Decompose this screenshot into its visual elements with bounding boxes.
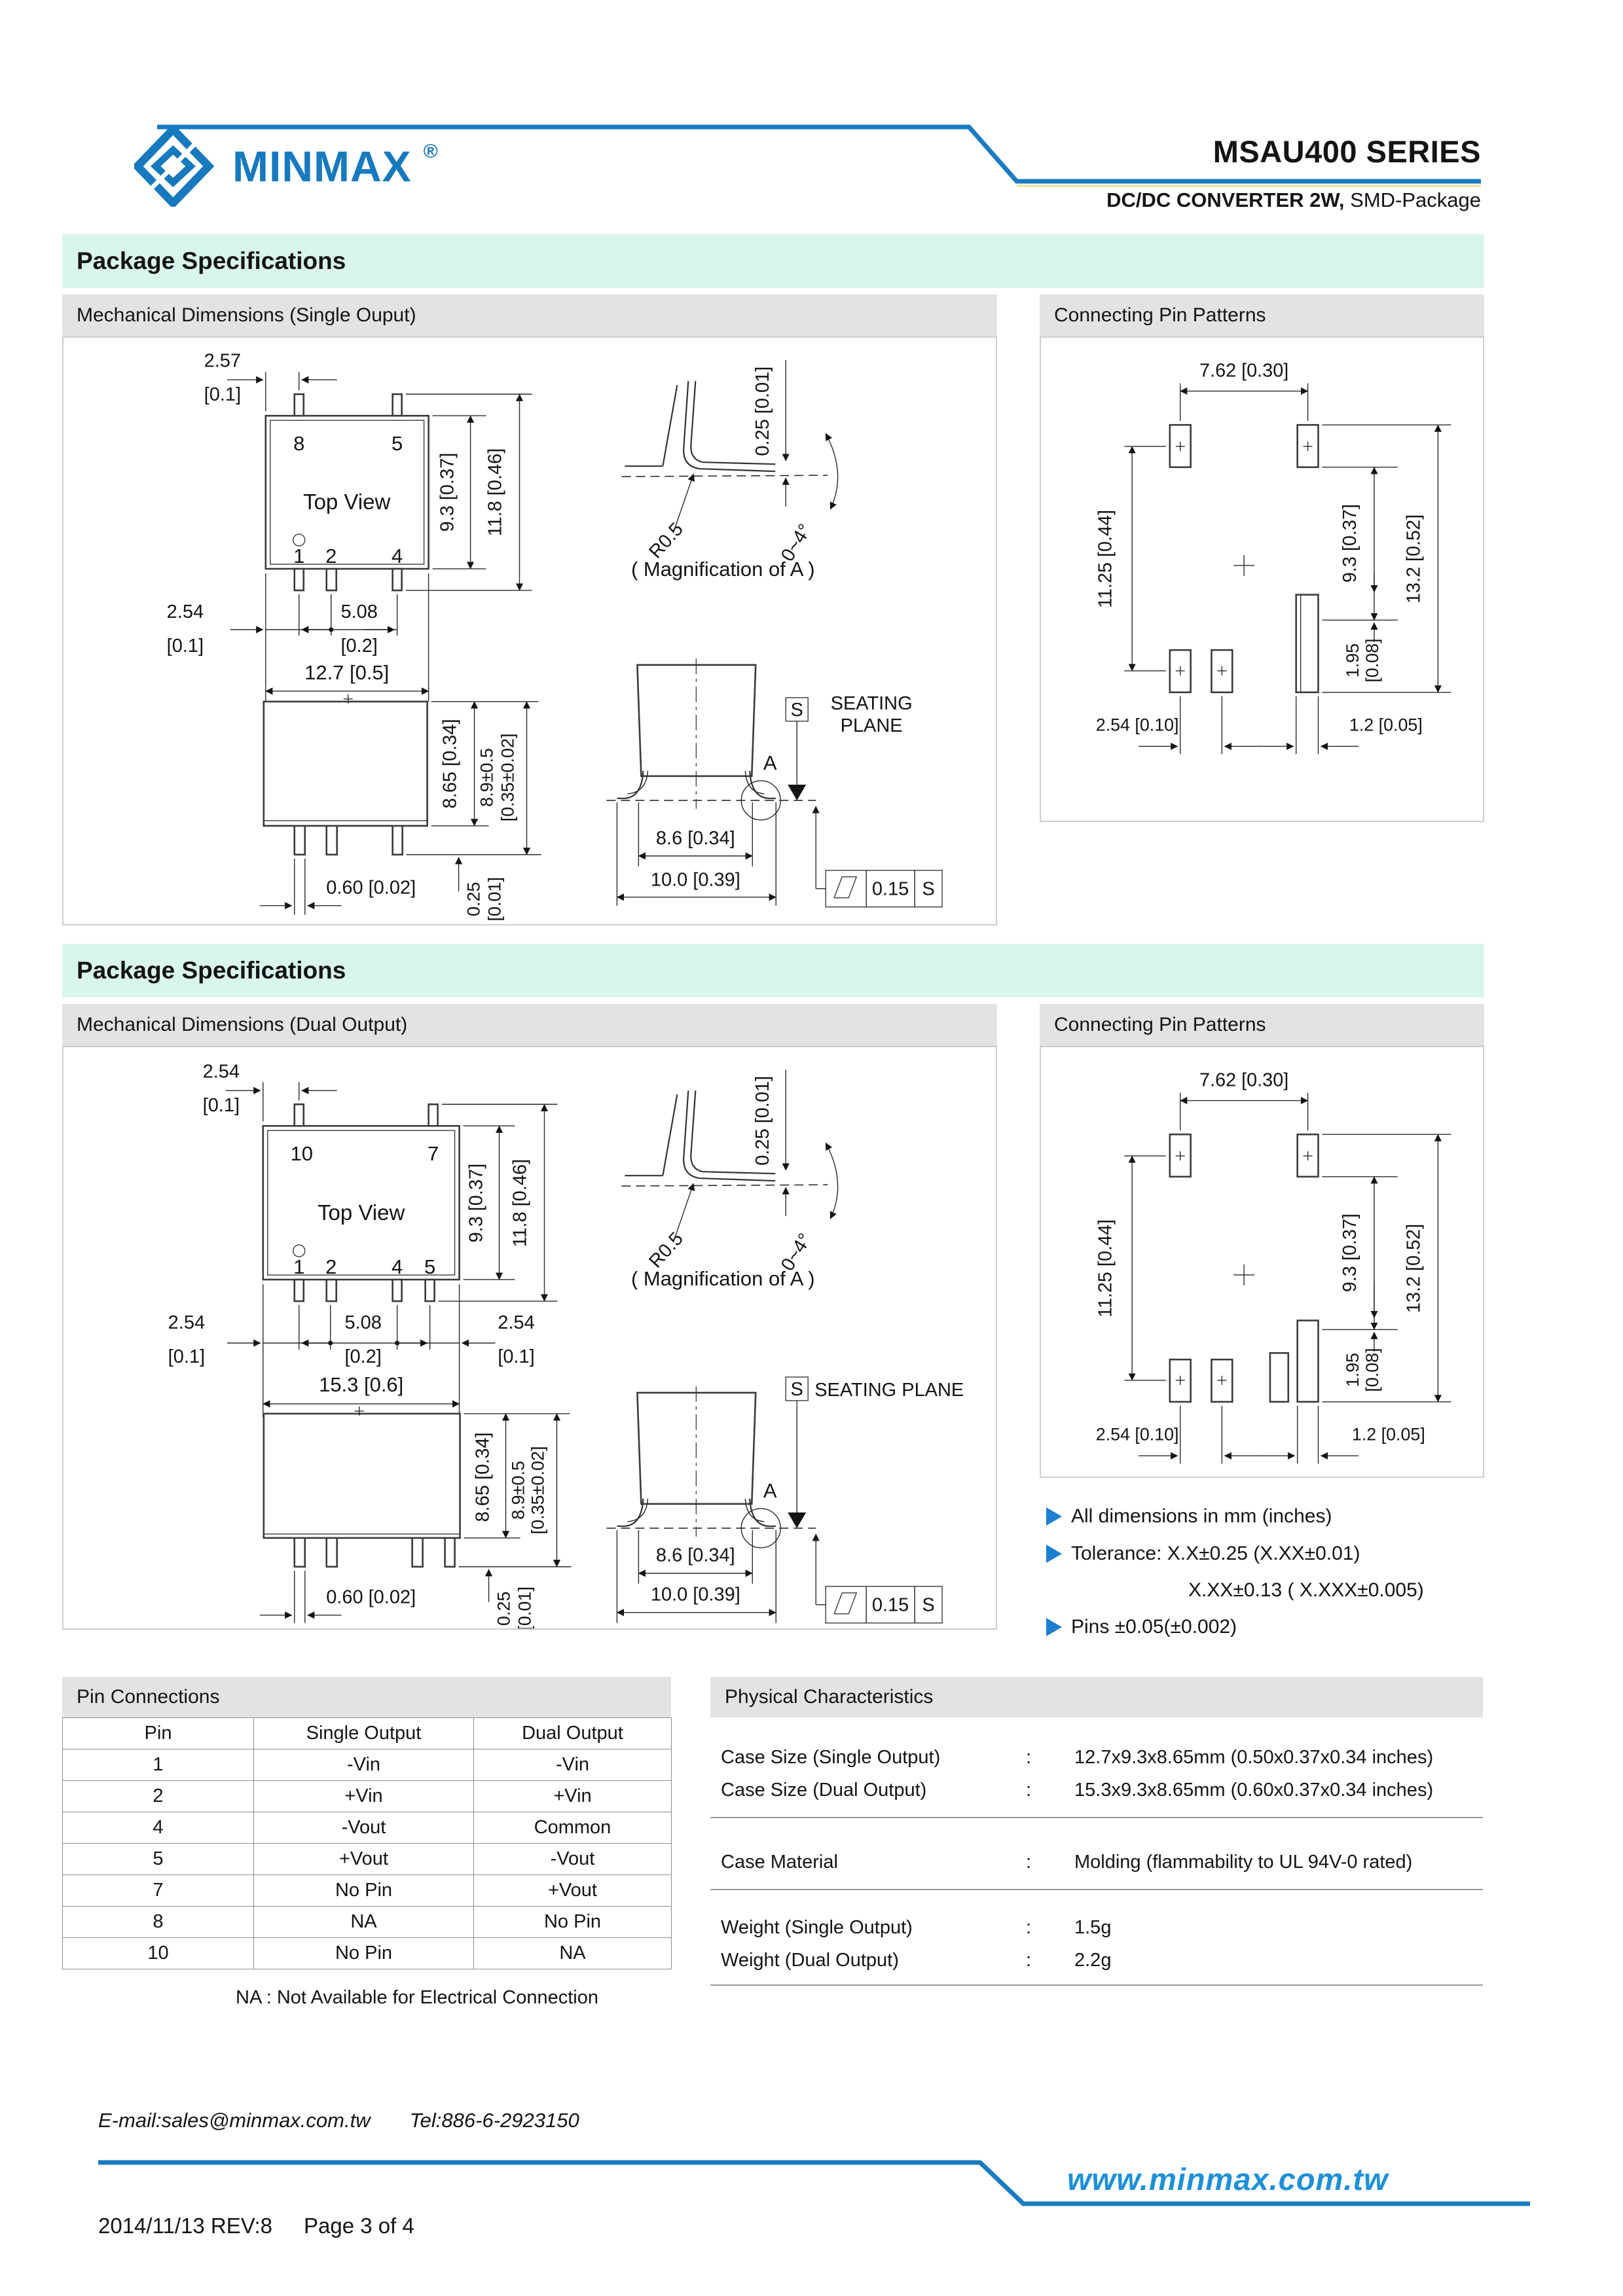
pin-number: 4 [392,1255,403,1279]
phys-label: Case Size (Single Output) [721,1747,941,1768]
dual-output-cell: -Vin [474,1749,672,1781]
note-item [1046,1616,1237,1638]
section1-right-subtitle: Connecting Pin Patterns [1040,295,1484,336]
section2-right-subtitle: Connecting Pin Patterns [1040,1004,1484,1046]
section2-left-subtitle: Mechanical Dimensions (Dual Output) [62,1004,997,1046]
registered-mark: ® [423,141,438,162]
dim-label: 0.25 [0.01] [752,1075,774,1166]
dim-label: 0.60 [0.02] [326,1587,416,1608]
dim-label: [0.01] [484,876,505,922]
section1-title: Package Specifications [62,234,1484,288]
dim-label: 7.62 [0.30] [1199,1069,1289,1091]
dim-label: 8.9±0.5 [508,1460,528,1520]
seating-plane-label: SEATING PLANE [814,1379,964,1401]
pin-cell: 1 [63,1749,254,1781]
dim-label: 2.54 [498,1312,535,1334]
dim-label: [0.08] [1362,1348,1382,1392]
column-header: Single Output [254,1718,474,1749]
brand-name: MINMAX [232,142,412,190]
single-mechanical-drawing [64,338,996,924]
table-row [63,1781,672,1812]
detail-zone-label: A [763,751,777,774]
section1-left-subtitle: Mechanical Dimensions (Single Ouput) [62,295,997,336]
table-row [63,1875,672,1907]
dim-label: [0.01] [515,1586,535,1628]
dim-label: 13.2 [0.52] [1403,1223,1425,1314]
dim-label: 2.54 [202,1061,240,1083]
dim-label: 10.0 [0.39] [650,1584,740,1605]
dual-mechanical-drawing [64,1047,996,1628]
pin-cell: 5 [63,1844,254,1875]
physical-characteristics-title: Physical Characteristics [710,1677,1483,1717]
dual-output-cell: +Vin [474,1781,672,1812]
note-item [1046,1579,1424,1602]
pin-cell: 10 [63,1938,254,1969]
dim-label: 8.65 [0.34] [472,1432,494,1522]
phys-colon: : [1026,1747,1032,1768]
phys-label: Weight (Single Output) [721,1917,913,1938]
dim-label: [0.08] [1362,638,1382,683]
footer-website-link[interactable]: www.minmax.com.tw [1067,2162,1389,2197]
phys-label: Weight (Dual Output) [721,1950,899,1971]
note-text: X.XX±0.13 ( X.XXX±0.005) [1188,1579,1424,1601]
flatness-value: 0.15 [871,878,909,900]
phys-colon: : [1026,1852,1032,1873]
dual-mechanical-panel [62,1046,997,1630]
phys-colon: : [1026,1917,1032,1938]
dim-label: [0.2] [344,1346,382,1367]
series-title: MSAU400 SERIES [1213,134,1481,169]
table-row [63,1749,672,1781]
pin-connections-table [62,1717,672,1969]
dim-label: 8.6 [0.34] [655,827,735,849]
view-title: Top View [318,1200,405,1225]
table-row [63,1812,672,1844]
dual-output-cell: NA [474,1938,672,1969]
pin-number: 10 [290,1142,313,1166]
phys-row [710,1774,1483,1806]
phys-label: Case Size (Dual Output) [721,1780,927,1801]
dual-pin-pattern-panel [1040,1046,1484,1478]
pin-connections-title: Pin Connections [62,1677,671,1717]
dual-seating-view [606,1377,964,1623]
dim-label: 0.60 [0.02] [326,877,416,899]
single-output-cell: -Vout [254,1812,474,1844]
pin-number: 1 [293,1255,305,1279]
dual-pin-pattern-drawing [1041,1047,1483,1477]
dual-top-view [168,1061,558,1417]
dim-label: 8.65 [0.34] [439,719,461,809]
dim-label: [0.1] [202,1095,240,1117]
divider [710,1984,1483,1986]
column-header: Pin [63,1718,254,1749]
brand-logo [134,126,437,207]
pin-number: 1 [293,545,305,568]
dim-label: 2.54 [0.10] [1095,715,1179,735]
single-pin-pattern-drawing [1041,338,1483,821]
single-mechanical-panel [62,336,997,925]
dim-label: 1.2 [0.05] [1349,715,1423,735]
subtitle-rest: SMD-Package [1344,188,1481,211]
note-bullet-icon [1046,1507,1062,1526]
datum-label: S [790,699,803,721]
dim-label: 1.95 [1343,1352,1363,1388]
note-bullet-icon [1046,1618,1062,1636]
dim-label: [0.35±0.02] [498,733,518,822]
brand-logo-icon [134,126,222,207]
pin-number: 4 [392,545,403,568]
divider [710,1889,1483,1890]
table-row [63,1844,672,1875]
dim-label: 9.3 [0.37] [1340,1213,1361,1293]
pin-cell: 2 [63,1781,254,1812]
note-item [1046,1543,1360,1565]
phys-row [710,1846,1483,1878]
footer-contact [98,2109,619,2132]
pin-pattern [1095,1070,1451,1464]
phys-row [710,1944,1483,1977]
dim-label: R0.5 [645,1228,688,1272]
single-output-cell: No Pin [254,1938,474,1969]
pin-cell: 8 [63,1907,254,1938]
dim-label: 15.3 [0.6] [319,1372,404,1396]
dim-label: 0~4° [776,1230,816,1275]
single-output-cell: No Pin [254,1875,474,1907]
dim-label: 1.95 [1343,643,1363,678]
pin-number: 2 [325,1255,337,1279]
dim-label: 9.3 [0.37] [437,452,458,532]
pin-cell: 4 [63,1812,254,1844]
divider [710,1817,1483,1818]
single-output-cell: +Vin [254,1781,474,1812]
dim-label: [0.1] [168,1346,206,1367]
dim-label: R0.5 [645,518,688,563]
page-subtitle [1106,188,1481,212]
column-header: Dual Output [474,1718,672,1749]
pin-number: 5 [424,1255,436,1279]
phys-row [710,1911,1483,1944]
dual-magnification-view [621,1069,837,1290]
note-text: Pins ±0.05(±0.002) [1071,1616,1237,1638]
dim-label: 0.25 [0.01] [752,366,774,456]
dim-label: 2.57 [204,350,242,372]
phys-colon: : [1026,1780,1032,1801]
single-magnification-view [621,360,837,581]
note-bullet-icon [1046,1545,1062,1563]
seating-plane-label: PLANE [840,715,903,736]
table-row [63,1938,672,1969]
dim-label: 8.6 [0.34] [655,1545,735,1566]
dim-label: 0.25 [494,1591,514,1626]
phys-value: Molding (flammability to UL 94V-0 rated) [1074,1852,1413,1873]
phys-colon: : [1026,1950,1032,1971]
phys-label: Case Material [721,1852,838,1873]
dim-label: [0.1] [498,1346,535,1367]
datum-label: S [790,1378,803,1400]
pin-pattern [1095,361,1451,755]
dim-label: 10.0 [0.39] [650,869,740,891]
single-side-view [260,694,541,922]
dim-label: 9.3 [0.37] [1340,504,1361,583]
pin-number: 8 [293,432,305,456]
dim-label: 2.54 [166,601,204,623]
pin-number: 2 [325,545,337,568]
dim-label: 11.8 [0.46] [484,448,506,537]
dim-label: [0.35±0.02] [528,1446,548,1535]
dual-output-cell: No Pin [474,1907,672,1938]
dim-label: 2.54 [168,1312,206,1334]
footer-date-rev: 2014/11/13 REV:8 [98,2214,273,2238]
dim-label: [0.1] [166,635,204,656]
dim-label: 11.25 [0.44] [1095,1219,1116,1318]
note-text: Tolerance: X.X±0.25 (X.XX±0.01) [1071,1543,1360,1564]
dual-output-cell: Common [474,1812,672,1844]
view-caption: ( Magnification of A ) [630,558,815,581]
phys-value: 2.2g [1074,1950,1112,1971]
dim-label: 12.7 [0.5] [304,660,390,684]
view-caption: ( Magnification of A ) [630,1267,815,1291]
footer-email: E-mail:sales@minmax.com.tw [98,2109,371,2132]
dim-label: 8.9±0.5 [477,747,497,807]
dim-label: 5.08 [340,601,378,623]
pin-number: 7 [427,1142,439,1166]
dim-label: 0.25 [464,882,484,916]
phys-value: 12.7x9.3x8.65mm (0.50x0.37x0.34 inches) [1074,1747,1434,1768]
physical-characte‎ristics-list [710,1717,1483,1986]
dim-label: 13.2 [0.52] [1403,514,1425,604]
note-text: All dimensions in mm (inches) [1071,1505,1332,1527]
detail-zone-label: A [763,1479,777,1502]
dual-output-cell: -Vout [474,1844,672,1875]
section2-title: Package Specifications [62,944,1484,997]
flatness-datum: S [922,1594,935,1616]
single-pin-pattern-panel [1040,336,1484,822]
table-header-row [63,1718,672,1749]
flatness-datum: S [922,878,935,900]
dim-label: 0~4° [776,520,816,565]
dim-label: 5.08 [344,1312,382,1334]
dim-label: 7.62 [0.30] [1199,360,1289,382]
dim-label: [0.2] [340,635,378,656]
dim-label: 11.25 [0.44] [1095,509,1116,609]
single-output-cell: NA [254,1907,474,1938]
view-title: Top View [303,490,391,514]
note-item [1046,1505,1332,1528]
footer-tel: Tel:886-6-2923150 [409,2109,579,2132]
dim-label: 11.8 [0.46] [509,1158,531,1247]
flatness-value: 0.15 [871,1594,909,1616]
phys-value: 15.3x9.3x8.65mm (0.60x0.37x0.34 inches) [1074,1780,1434,1801]
footer-revision [98,2214,446,2238]
phys-row [710,1741,1483,1774]
footer-page-number: Page 3 of 4 [304,2214,414,2238]
dim-label: 9.3 [0.37] [465,1163,487,1243]
dim-label: [0.1] [204,384,242,406]
pin-number: 5 [392,432,403,456]
pin-cell: 7 [63,1875,254,1907]
single-seating-view [606,658,942,907]
dual-output-cell: +Vout [474,1875,672,1907]
table-row [63,1907,672,1938]
dim-label: 1.2 [0.05] [1351,1424,1425,1444]
seating-plane-label: SEATING [830,692,913,714]
dual-side-view [260,1407,572,1628]
single-top-view [167,350,532,702]
single-output-cell: -Vin [254,1749,474,1781]
subtitle-bold: DC/DC CONVERTER 2W, [1106,188,1345,211]
phys-value: 1.5g [1074,1917,1112,1938]
dim-label: 2.54 [0.10] [1095,1424,1179,1444]
single-output-cell: +Vout [254,1844,474,1875]
na-footnote: NA : Not Available for Electrical Connection [236,1987,598,2008]
